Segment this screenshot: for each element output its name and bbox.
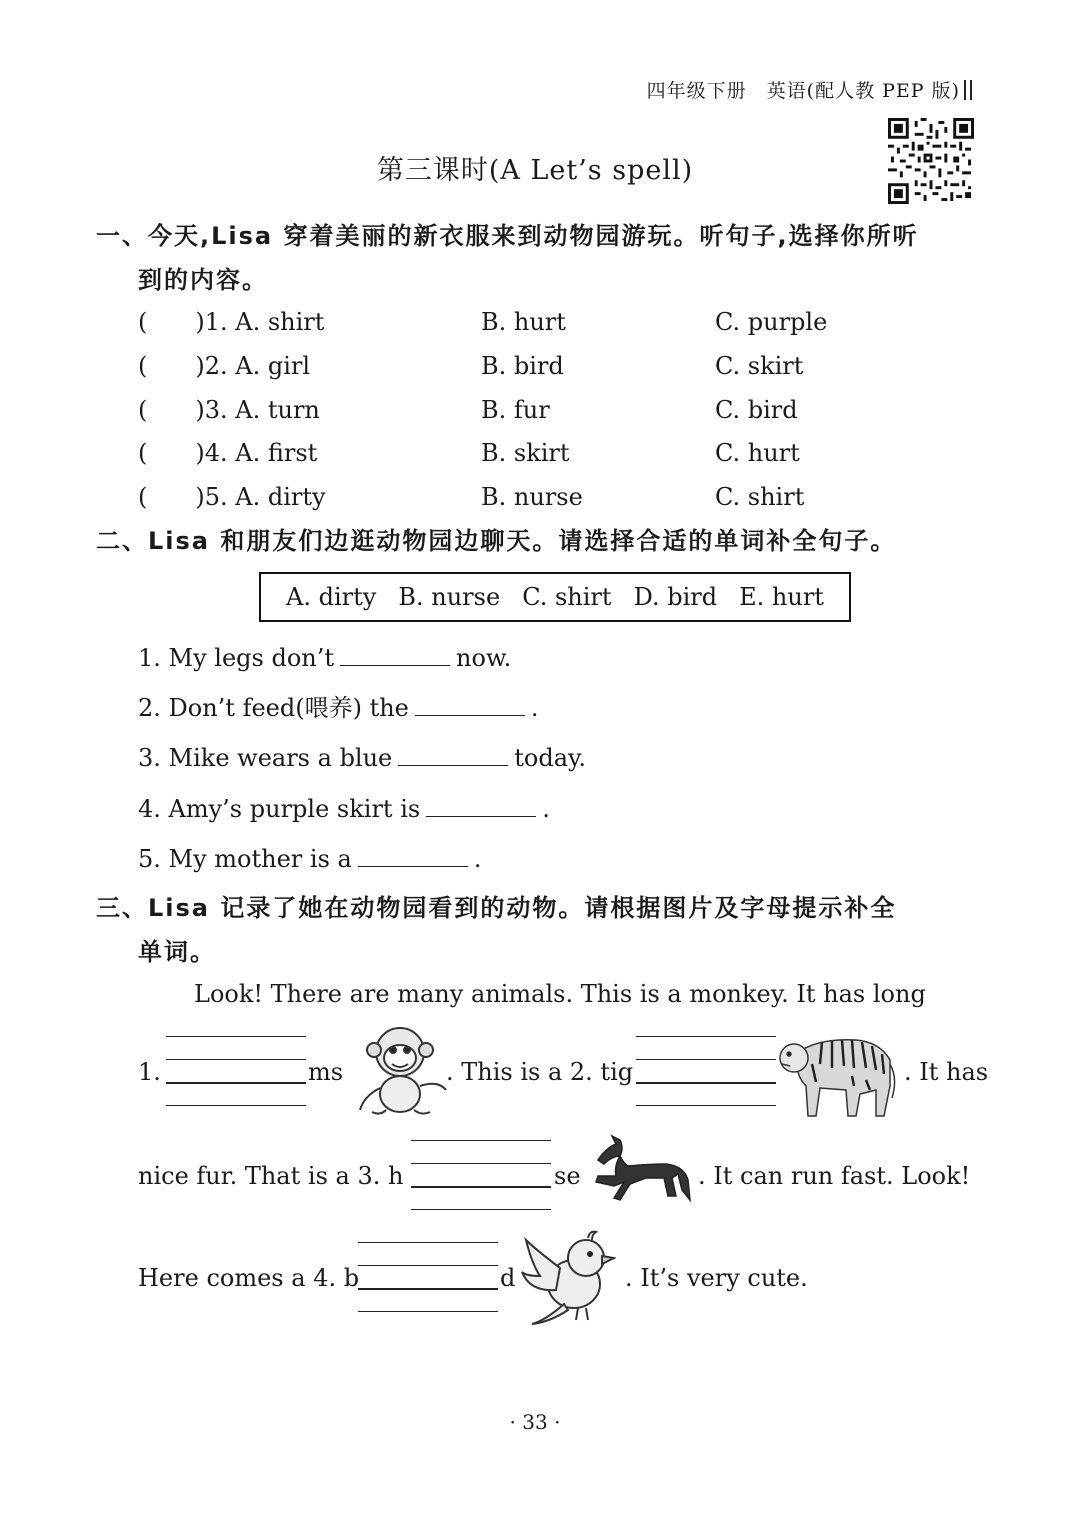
item-choice-b: B. bird: [481, 352, 564, 380]
listening-item: [138, 302, 998, 342]
sentence-after: .: [542, 795, 550, 823]
listening-item: [138, 477, 998, 517]
sentence-before: 2. Don’t feed(喂养) the: [138, 694, 409, 722]
fill-sentence: [138, 688, 539, 728]
story-line2-pre: nice fur. That is a 3. h: [138, 1162, 404, 1190]
sentence-before: 1. My legs don’t: [138, 644, 335, 672]
sentence-after: .: [473, 845, 482, 873]
fill-sentence: [138, 738, 586, 778]
item-choice-c: C. shirt: [715, 483, 805, 511]
sentence-before: 4. Amy’s purple skirt is: [138, 795, 421, 823]
tiger-icon: [776, 1024, 898, 1120]
item-choice-a: ( )3. A. turn: [138, 396, 320, 424]
header-bars: [964, 80, 972, 100]
item-choice-c: C. hurt: [715, 439, 800, 467]
section1-heading-line1: 一、今天,Lisa 穿着美丽的新衣服来到动物园游玩。听句子,选择你所听: [96, 222, 919, 250]
answer-blank[interactable]: [426, 792, 536, 817]
item-choice-c: C. bird: [715, 396, 798, 424]
story-line1-suffix: ms: [308, 1058, 344, 1086]
word-option: C. shirt: [522, 583, 612, 611]
answer-blank[interactable]: [415, 691, 525, 716]
section3-heading-line1: 三、Lisa 记录了她在动物园看到的动物。请根据图片及字母提示补全: [96, 894, 897, 922]
writing-lines[interactable]: [636, 1036, 776, 1108]
story-line1-end: . It has: [904, 1058, 989, 1086]
word-option: E. hurt: [739, 583, 824, 611]
listening-item: [138, 390, 998, 430]
word-option: B. nurse: [398, 583, 501, 611]
story-line1-mid: . This is a 2. tig: [446, 1058, 634, 1086]
section2-heading: 二、Lisa 和朋友们边逛动物园边聊天。请选择合适的单词补全句子。: [96, 527, 897, 555]
header-text: 四年级下册 英语(配人教 PEP 版): [646, 80, 960, 102]
item-choice-c: C. skirt: [715, 352, 804, 380]
item-choice-b: B. nurse: [481, 483, 583, 511]
item-choice-c: C. purple: [715, 308, 828, 336]
answer-blank[interactable]: [398, 741, 508, 766]
listening-item: [138, 346, 998, 386]
writing-lines[interactable]: [166, 1036, 306, 1108]
word-option: D. bird: [633, 583, 718, 611]
page-header: [647, 76, 972, 103]
lesson-title: 第三课时(A Let’s spell): [376, 155, 694, 186]
sentence-after: .: [530, 694, 539, 722]
story-line3-end: . It’s very cute.: [625, 1264, 808, 1292]
section3-heading: [96, 886, 986, 974]
fill-sentence: [138, 839, 481, 879]
item-choice-a: ( )4. A. first: [138, 439, 318, 467]
word-bank: [259, 572, 851, 622]
item-choice-b: B. skirt: [481, 439, 570, 467]
writing-lines[interactable]: [358, 1242, 498, 1314]
fill-sentence: [138, 789, 550, 829]
item-choice-a: ( )1. A. shirt: [138, 308, 325, 336]
section3-heading-line2: 单词。: [138, 938, 216, 966]
sentence-before: 3. Mike wears a blue: [138, 744, 393, 772]
story-line2-suffix: se: [554, 1162, 581, 1190]
writing-lines[interactable]: [411, 1140, 551, 1212]
story-line2-end: . It can run fast. Look!: [698, 1162, 971, 1190]
monkey-icon: [350, 1020, 450, 1118]
sentence-after: now.: [456, 644, 512, 672]
story-line3-suffix: d: [500, 1264, 516, 1292]
word-option: A. dirty: [286, 583, 377, 611]
story-line3-pre: Here comes a 4. b: [138, 1264, 360, 1292]
item-choice-b: B. fur: [481, 396, 550, 424]
answer-blank[interactable]: [358, 842, 468, 867]
section1-heading: [96, 214, 986, 302]
fill-sentence: [138, 638, 511, 678]
section1-heading-line2: 到的内容。: [138, 266, 268, 294]
story-intro: Look! There are many animals. This is a monkey. It has long: [194, 980, 926, 1008]
listening-item: [138, 433, 998, 473]
item-choice-b: B. hurt: [481, 308, 566, 336]
story-line1-pre: 1.: [138, 1058, 161, 1086]
item-choice-a: ( )5. A. dirty: [138, 483, 326, 511]
item-choice-a: ( )2. A. girl: [138, 352, 311, 380]
sentence-after: today.: [514, 744, 587, 772]
bird-icon: [516, 1228, 616, 1328]
answer-blank[interactable]: [340, 641, 450, 666]
sentence-before: 5. My mother is a: [138, 845, 352, 873]
page-number: · 33 ·: [509, 1410, 561, 1434]
horse-icon: [590, 1134, 694, 1206]
